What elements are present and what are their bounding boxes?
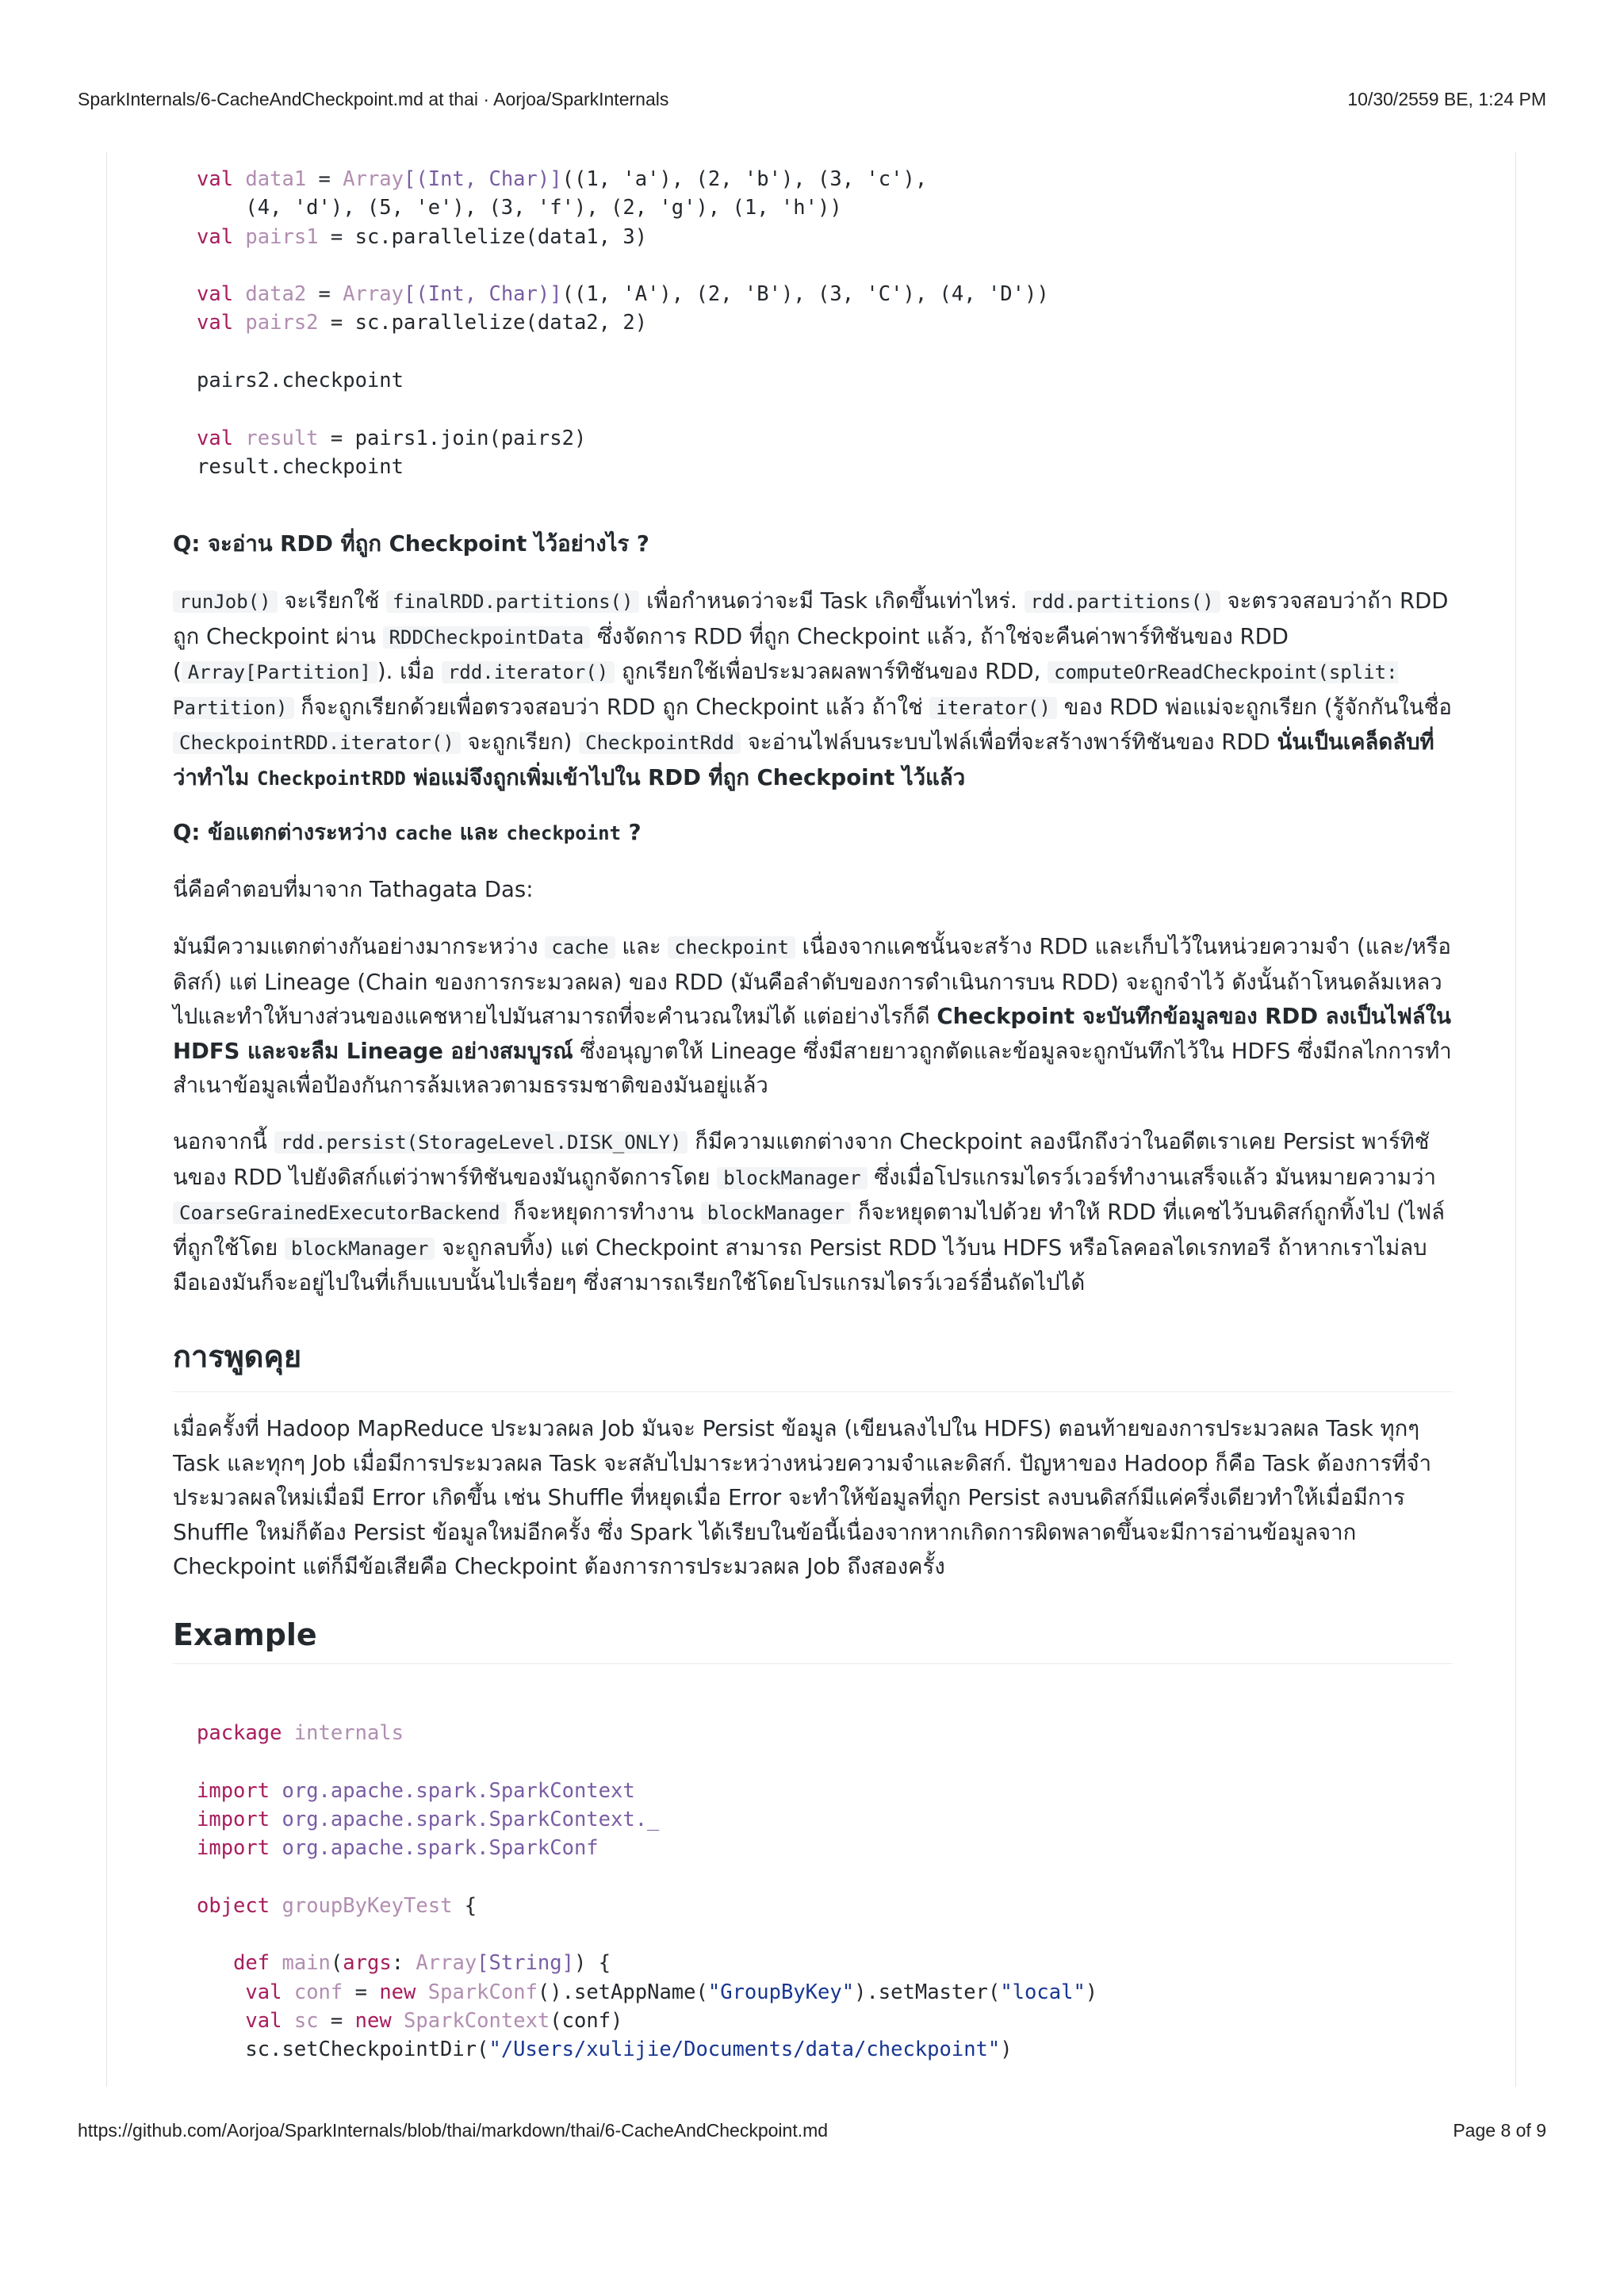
- page-url: https://github.com/Aorjoa/SparkInternals/blob/thai/markdown/thai/6-CacheAndCheckpoint.md: [78, 2120, 829, 2141]
- cache-vs-checkpoint-paragraph: มันมีความแตกต่างกันอย่างมากระหว่าง cache และ checkpoint เนื่องจากแคชนั้นจะสร้าง RDD และเก็บไว้ในหน่วยความจำ (และ/หรือดิสก์) แต่ Lineage (Chain ของการกระมวลผล) ของ RDD (มันคือลำดับของการดำเนินการบน RDD) จะถูกจำไว้ ดังนั้นถ้าโหนดล้มเหลวไปและทำให้บางส่วนของแคชหายไปมันสามารถที่จะคำนวณใหม่ได้ แต่อย่างไรก็ดี Checkpoint จะบันทึกข้อมูลของ RDD ลงเป็นไฟล์ใน HDFS และจะลืม Lineage อย่างสมบูรณ์ ซึ่งอนุญาตให้ Lineage ซึ่งมีสายยาวถูกตัดและข้อมูลจะถูกบันทึกไว้ใน HDFS ซึ่งมีกลไกการทำสำเนาข้อมูลเพื่อป้องกันการล้มเหลวตามธรรมชาติของมันอยู่แล้ว: [173, 934, 1452, 1099]
- discussion-heading: การพูดคุย: [173, 1332, 1453, 1392]
- discussion-paragraph: เมื่อครั้งที่ Hadoop MapReduce ประมวลผล Job มันจะ Persist ข้อมูล (เขียนลงไปใน HDFS) ตอนท้ายของการประมวลผล Task ทุกๆ Task และทุกๆ Job เมื่อมีการประมวลผล Task จะสลับไปมาระหว่างหน่วยความจำและดิสก์. ปัญหาของ Hadoop ก็คือ Task ต้องการที่จำประมวลผลใหม่เมื่อมี Error เกิดขึ้น เช่น Shuffle ที่หยุดเมื่อ Error จะทำให้ข้อมูลที่ถูก Persist ลงบนดิสก์มีแค่ครึ่งเดียวทำให้เมื่อมีการ Shuffle ใหม่ก็ต้อง Persist ข้อมูลใหม่อีกครั้ง ซึ่ง Spark ได้เรียบในข้อนี้เนื่องจากหากเกิดการผิดพลาดขึ้นจะมีการอ่านข้อมูลจาก Checkpoint แต่ก็มีข้อเสียคือ Checkpoint ต้องการการประมวลผล Job ถึงสองครั้ง: [173, 1416, 1432, 1580]
- code-block-groupbykey: package internals import org.apache.spark.SparkContext import org.apache.spark.SparkContext._ import org.apache.spark.SparkConf object groupByKeyTest { def main(args: Array[String]) { val conf = new SparkConf().setAppName("GroupByKey").setMaster("local") val sc = new SparkContext(conf) sc.setCheckpointDir("/Users/xulijie/Documents/data/checkpoint"): [197, 1721, 1098, 2062]
- persist-paragraph: นอกจากนี้ rdd.persist(StorageLevel.DISK_ONLY) ก็มีความแตกต่างจาก Checkpoint ลองนึกถึงว่าในอดีตเราเคย Persist พาร์ทิชันของ RDD ไปยังดิสก์แต่ว่าพาร์ทิชันของมันถูกจัดการโดย blockManager ซึ่งเมื่อโปรแกรมไดรว์เวอร์ทำงานเสร็จแล้ว มันหมายความว่า CoarseGrainedExecutorBackend ก็จะหยุดการทำงาน blockManager ก็จะหยุดตามไปด้วย ทำให้ RDD ที่แคชไว้บนดิสก์ถูกทิ้งไป (ไฟล์ที่ถูกใช้โดย blockManager จะถูกลบทิ้ง) แต่ Checkpoint สามารถ Persist RDD ไว้บน HDFS หรือโลคอลไดเรกทอรี ถ้าหากเราไม่ลบมือเองมันก็จะอยู่ไปในที่เก็บแบบนั้นไปเรื่อยๆ ซึ่งสามารถเรียกใช้โดยโปรแกรมไดรว์เวอร์อื่นถัดไปได้: [173, 1129, 1445, 1296]
- q1-answer: runJob() จะเรียกใช้ finalRDD.partitions() เพื่อกำหนดว่าจะมี Task เกิดขึ้นเท่าไหร่. rdd.partitions() จะตรวจสอบว่าถ้า RDD ถูก Checkpoint ผ่าน RDDCheckpointData ซึ่งจัดการ RDD ที่ถูก Checkpoint แล้ว, ถ้าใช่จะคืนค่าพาร์ทิชันของ RDD ( Array[Partition] ). เมื่อ rdd.iterator() ถูกเรียกใช้เพื่อประมวลผลพาร์ทิชันของ RDD, computeOrReadCheckpoint(split: Partition) ก็จะถูกเรียกด้วยเพื่อตรวจสอบว่า RDD ถูก Checkpoint แล้ว ถ้าใช่ iterator() ของ RDD พ่อแม่จะถูกเรียก (รู้จักกันในชื่อ CheckpointRDD.iterator() จะถูกเรียก) CheckpointRdd จะอ่านไฟล์บนระบบไฟล์เพื่อที่จะสร้างพาร์ทิชันของ RDD นั่นเป็นเคล็ดลับที่ว่าทำไม CheckpointRDD พ่อแม่จึงถูกเพิ่มเข้าไปใน RDD ที่ถูก Checkpoint ไว้แล้ว: [173, 588, 1452, 790]
- print-footer: [78, 2120, 1546, 2141]
- code-block-rdd-example: val data1 = Array[(Int, Char)]((1, 'a'), (2, 'b'), (3, 'c'), (4, 'd'), (5, 'e'), (3, 'f'), (2, 'g'), (1, 'h')) val pairs1 = sc.parallelize(data1, 3) val data2 = Array[(Int, Char)]((1, 'A'), (2, 'B'), (3, 'C'), (4, 'D')) val pairs2 = sc.parallelize(data2, 2) pairs2.checkpoint val result = pairs1.join(pairs2) result.checkpoint: [197, 167, 1049, 479]
- print-datetime: 10/30/2559 BE, 1:24 PM: [1347, 89, 1546, 109]
- answer-intro: นี่คือคำตอบที่มาจาก Tathagata Das:: [173, 877, 534, 902]
- page-title: SparkInternals/6-CacheAndCheckpoint.md at thai · Aorjoa/SparkInternals: [78, 89, 669, 109]
- q1-heading: Q: จะอ่าน RDD ที่ถูก Checkpoint ไว้อย่างไร ?: [173, 531, 649, 557]
- page-number: Page 8 of 9: [1453, 2120, 1546, 2141]
- q2-heading: Q: ข้อแตกต่างระหว่าง cache และ checkpoint ?: [173, 820, 642, 845]
- example-heading: Example: [173, 1617, 1453, 1664]
- print-header: [78, 89, 1546, 110]
